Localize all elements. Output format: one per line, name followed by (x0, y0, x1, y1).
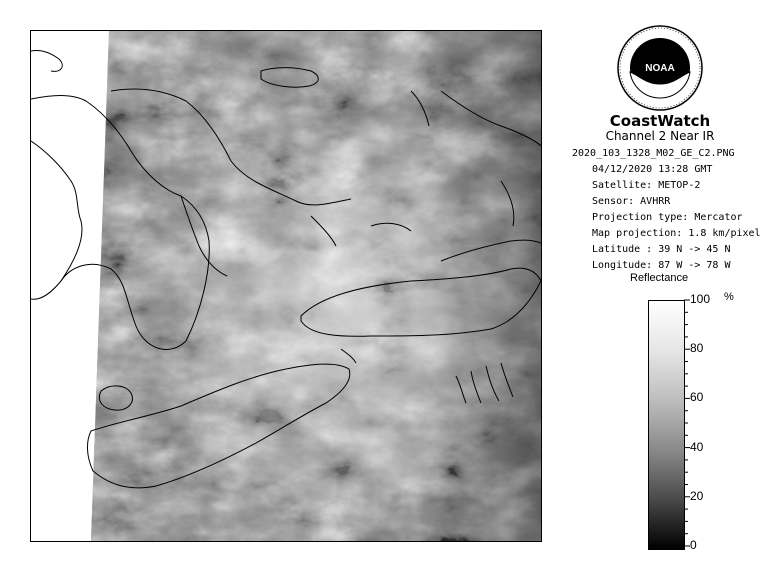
latitude-range: Latitude : 39 N -> 45 N (592, 244, 731, 255)
noaa-logo (616, 24, 704, 112)
colorbar-title: Reflectance (630, 272, 689, 284)
satellite-image-frame (30, 30, 542, 542)
colorbar-label-0: 0 (690, 538, 697, 552)
colorbar-ticks (684, 296, 692, 556)
longitude-range: Longitude: 87 W -> 78 W (592, 260, 731, 271)
filename: 2020_103_1328_M02_GE_C2.PNG (572, 148, 735, 159)
west-shore (31, 141, 82, 281)
satellite: Satellite: METOP-2 (592, 180, 701, 191)
colorbar-label-20: 20 (690, 488, 704, 503)
projection-type: Projection type: Mercator (592, 212, 743, 223)
reflectance-colorbar (648, 300, 685, 550)
northern-shore-1 (31, 50, 62, 71)
sensor: Sensor: AVHRR (592, 196, 671, 207)
colorbar-label-60: 60 (690, 390, 704, 405)
date-time: 04/12/2020 13:28 GMT (592, 164, 713, 175)
colorbar-label-100: 100 (690, 292, 711, 306)
logo-text: NOAA (645, 63, 675, 74)
satellite-image (31, 31, 541, 541)
product-title: CoastWatch (609, 112, 711, 130)
colorbar-label-40: 40 (690, 439, 704, 454)
map-projection: Map projection: 1.8 km/pixel (592, 228, 761, 239)
colorbar-label-80: 80 (690, 341, 704, 356)
colorbar-unit: % (724, 291, 734, 303)
channel-title: Channel 2 Near IR (605, 129, 715, 143)
